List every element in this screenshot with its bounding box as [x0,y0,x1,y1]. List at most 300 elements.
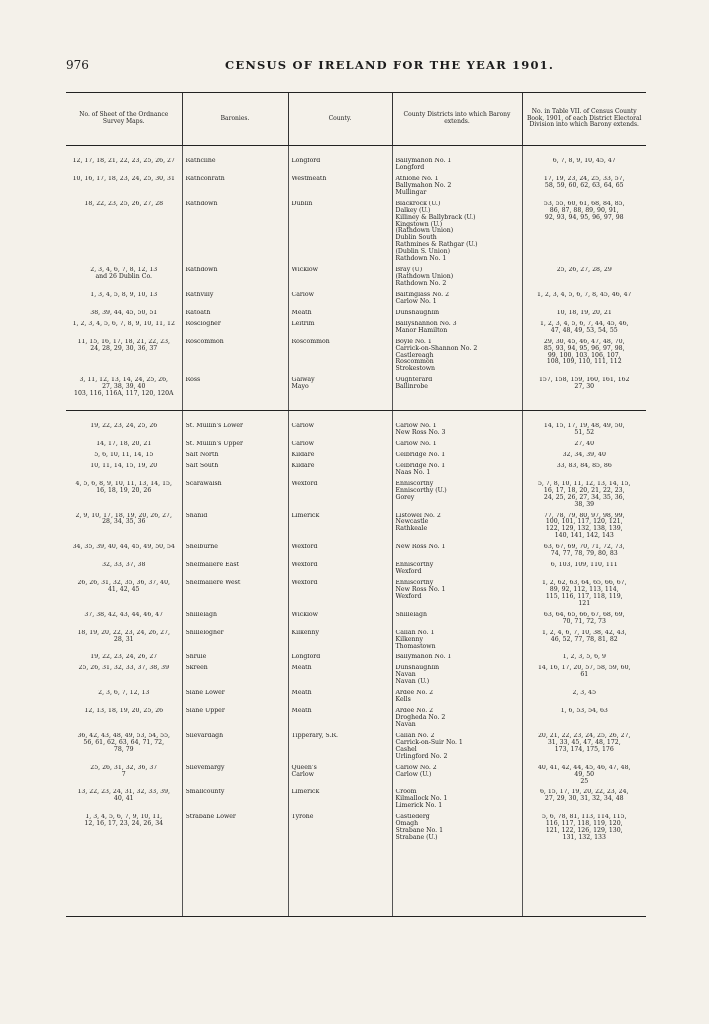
sheet-numbers: 2, 3, 6, 7, 12, 13 [98,690,150,697]
district-name: Rathkeale [395,525,428,533]
county-cell [288,310,392,321]
sheets-cell [66,562,182,580]
sheet-numbers: 37, 38, 42, 43, 44, 46, 47 [84,611,164,618]
sheet-numbers: 78, 79 [113,745,134,753]
barony-name: Skreen [185,665,208,672]
county-cell [288,513,392,545]
district-name: Shillelagh [395,611,427,618]
district-name: Drogheda No. 2 [395,714,446,721]
barony-name: Rathdown [185,200,218,207]
page-number: 976 [66,58,89,72]
barony-name: Shillelagh [185,611,217,618]
column-header-districts: County Districts into which Barony extends. [392,93,522,146]
table-row [66,158,646,176]
district-name: Oughterard [395,377,433,384]
sheet-numbers: 18, 22, 23, 25, 26, 27, 28 [84,200,164,207]
county-name: Leitrim [291,320,315,327]
district-name: Thomastown [395,642,436,650]
table-row [66,708,646,733]
barony-name: Rathdown [185,267,218,274]
county-cell [288,690,392,708]
district-name: Killiney & Ballybrack (U.) [395,213,476,221]
table-numbers: 17, 19, 23, 24, 25, 33, 57, [543,175,625,182]
column-header-county: County. [288,93,392,146]
numbers-cell [522,321,646,339]
district-name: Navan [395,720,416,728]
sheet-numbers: 12, 17, 18, 21, 22, 23, 25, 26, 27 [72,158,175,164]
table-numbers: 99, 100, 103, 106, 107, [547,351,621,359]
barony-name: Salt South [185,462,219,469]
table-numbers: 108, 109, 110, 111, 112 [546,358,622,366]
table-numbers: 10, 18, 19, 20, 21 [556,309,612,316]
table-row [66,665,646,690]
numbers-cell [522,201,646,267]
districts-cell [392,377,522,402]
table-row [66,201,646,267]
numbers-cell [522,708,646,733]
table-numbers: 100, 101, 117, 120, 121, [545,518,623,526]
district-name: Naas No. 1 [395,468,431,476]
table-row [66,630,646,655]
table-numbers: 32, 34, 39, 40 [562,451,606,458]
table-numbers: 86, 87, 88, 89, 90, 91, [549,206,619,214]
numbers-cell [522,814,646,846]
district-name: Ballyshannon No. 3 [395,320,457,327]
barony-cell [182,562,288,580]
table-numbers: 74, 77, 78, 79, 80, 83 [550,550,618,558]
table-numbers: 157, 158, 159, 160, 161, 162 [538,377,630,384]
numbers-cell [522,513,646,545]
barony-name: Shrule [185,654,207,661]
barony-cell [182,630,288,655]
district-name: Enniscorthy (U.) [395,486,447,494]
sheets-cell [66,690,182,708]
table-row [66,441,646,452]
county-cell [288,733,392,765]
table-numbers: 1, 2, 3, 4, 5, 6, 7, 44, 45, 46, [539,320,629,327]
table-numbers: 122, 129, 132, 138, 139, [545,525,623,533]
table-numbers: 33, 83, 84, 85, 86 [556,462,612,469]
sheet-numbers: 40, 41 [113,795,134,803]
sheets-cell [66,654,182,665]
county-cell [288,176,392,201]
table-numbers: 1, 2, 62, 63, 64, 65, 66, 67, [541,580,627,586]
barony-name: Scarawalsh [185,480,222,487]
district-name: Carlow No. 1 [395,441,437,447]
section-rule [66,402,646,411]
sheets-cell [66,814,182,846]
district-name: Longford [395,163,425,171]
district-name: Carlow No. 2 [395,764,437,771]
sheet-numbers: 1, 3, 4, 5, 6, 7, 9, 10, 11, [85,814,163,821]
table-row [66,580,646,612]
sheets-cell [66,513,182,545]
sheets-cell [66,176,182,201]
sheet-numbers: 28, 31 [113,635,134,643]
table-row [66,562,646,580]
barony-name: Shillelogher [185,629,224,636]
barony-cell [182,690,288,708]
districts-cell [392,452,522,463]
table-row [66,733,646,765]
county-name: Meath [291,665,312,672]
district-name: Kilmallock No. 1 [395,795,448,803]
district-name: Wexford [395,568,422,576]
numbers-cell [522,377,646,402]
sheets-cell [66,733,182,765]
barony-cell [182,544,288,562]
table-numbers: 63, 64, 65, 66, 67, 68, 69, [543,611,625,618]
table-numbers: 115, 116, 117, 118, 119, [545,592,623,600]
census-table [66,92,646,917]
barony-cell [182,377,288,402]
column-header-sheets: No. of Sheet of the Ordnance Survey Maps. [66,93,182,146]
column-header-baronies: Baronies. [182,93,288,146]
barony-name: Rathcline [185,158,216,164]
districts-cell [392,339,522,378]
sheets-cell [66,481,182,513]
districts-cell [392,733,522,765]
column-header-table-numbers: No. in Table VII. of Census County Book, 1901, of each District Electoral Division into which Barony extends. [522,93,646,146]
sheet-numbers: 19, 22, 23, 24, 25, 26 [90,423,158,430]
district-name: Bray (U) [395,267,423,274]
table-numbers: 20, 21, 22, 23, 24, 25, 26, 27, [538,732,631,739]
sheets-cell [66,580,182,612]
table-numbers: 89, 92, 112, 113, 114, [549,585,619,593]
county-cell [288,423,392,441]
county-name: Limerick [291,789,320,796]
county-cell [288,544,392,562]
table-row [66,654,646,665]
sheet-numbers: 27, 38, 39, 40 [102,383,146,391]
barony-cell [182,481,288,513]
district-name: Enniscorthy [395,480,434,487]
table-numbers: 1, 2, 3, 4, 5, 6, 7, 8, 45, 46, 47 [537,291,632,298]
districts-cell [392,612,522,630]
table-row [66,176,646,201]
barony-cell [182,513,288,545]
sheet-numbers: 7 [121,770,126,778]
county-cell [288,580,392,612]
district-name: Castlereagh [395,351,434,359]
county-name: Meath [291,309,312,316]
districts-cell [392,321,522,339]
sheet-numbers: 32, 33, 37, 38 [102,562,146,569]
numbers-cell [522,441,646,452]
sheet-numbers: 56, 61, 62, 63, 64, 71, 72, [83,738,165,746]
district-name: Roscommon [395,358,434,366]
table-numbers: 27, 29, 30, 31, 32, 34, 48 [544,795,624,803]
barony-cell [182,267,288,292]
numbers-cell [522,339,646,378]
district-name: Ballymahon No. 1 [395,158,452,164]
county-name: Roscommon [291,338,330,345]
sheet-numbers: 34, 35, 39, 40, 44, 45, 49, 50, 54 [72,544,175,551]
county-name: Longford [291,654,321,661]
districts-cell [392,708,522,733]
table-numbers: 70, 71, 72, 73 [562,617,606,625]
barony-cell [182,665,288,690]
districts-cell [392,267,522,292]
numbers-cell [522,612,646,630]
district-name: Ballymahon No. 2 [395,181,452,189]
district-name: Wexford [395,592,422,600]
table-numbers: 5, 7, 8, 10, 11, 12, 13, 14, 15, [538,480,631,487]
table-numbers: 63, 67, 69, 70, 71, 72, 73, [543,544,625,551]
districts-cell [392,292,522,310]
table-row [66,310,646,321]
sheet-numbers: and 26 Dublin Co. [95,273,153,281]
county-name: Longford [291,158,321,164]
table-numbers: 40, 41, 42, 44, 45, 46, 47, 48, [538,764,631,771]
sheet-numbers: 19, 22, 23, 24, 26, 27 [90,654,158,661]
district-name: Ballinrobe [395,383,428,391]
table-numbers: 6, 103, 109, 110, 111 [550,562,618,569]
county-name: Meath [291,708,312,715]
district-name: Carlow No. 1 [395,297,437,305]
sheets-cell [66,441,182,452]
barony-name: Slievardagh [185,732,224,739]
district-name: (Rathdown Union) [395,227,454,235]
table-row [66,612,646,630]
table-numbers: 29, 30, 45, 46, 47, 48, 70, [543,338,625,345]
table-row [66,544,646,562]
table-row [66,765,646,790]
district-name: Navan (U.) [395,678,430,686]
table-numbers: 38, 39 [574,500,595,508]
district-name: Kells [395,696,411,704]
table-row [66,481,646,513]
barony-cell [182,441,288,452]
barony-name: Salt North [185,451,219,458]
sheet-numbers: 28, 34, 35, 36 [102,518,146,526]
districts-cell [392,176,522,201]
county-cell [288,654,392,665]
districts-cell [392,513,522,545]
sheets-cell [66,452,182,463]
county-cell [288,630,392,655]
districts-cell [392,690,522,708]
table-numbers: 1, 2, 4, 6, 7, 10, 38, 42, 43, [541,629,627,636]
district-name: Carlow (U.) [395,770,432,778]
sheet-numbers: 11, 15, 16, 17, 18, 21, 22, 23, [77,338,170,345]
table-numbers: 2, 3, 45 [572,690,597,697]
county-cell [288,267,392,292]
numbers-cell [522,690,646,708]
table-numbers: 121 [578,599,591,607]
table-numbers: 14, 15, 17, 19, 48, 49, 50, [543,423,625,430]
county-name: Wicklow [291,611,318,618]
sheets-cell [66,158,182,176]
numbers-cell [522,654,646,665]
district-name: Ardee No. 2 [395,708,434,715]
sheets-cell [66,463,182,481]
sheets-cell [66,789,182,814]
county-cell [288,201,392,267]
district-name: Limerick No. 1 [395,802,443,810]
table-numbers: 6, 15, 17, 19, 20, 22, 23, 24, [539,789,629,796]
barony-name: Ratoath [185,309,211,316]
districts-cell [392,665,522,690]
numbers-cell [522,630,646,655]
county-name: Kildare [291,462,315,469]
sheets-cell [66,612,182,630]
table-row [66,339,646,378]
sheet-numbers: 38, 39, 44, 45, 50, 51 [90,309,158,316]
district-name: Castlederg [395,814,430,821]
table-numbers: 16, 17, 18, 20, 21, 22, 23, [543,486,625,494]
sheet-numbers: 10, 16, 17, 18, 23, 24, 25, 30, 31 [72,175,175,182]
numbers-cell [522,789,646,814]
table-numbers: 131, 132, 133 [562,834,606,842]
county-cell [288,339,392,378]
barony-name: St. Mullin's Lower [185,423,243,430]
barony-cell [182,708,288,733]
district-name: Dunshaughlin [395,309,440,316]
barony-name: Strabane Lower [185,814,236,821]
table-numbers: 27, 30 [574,383,595,391]
county-cell [288,452,392,463]
table-numbers: 5, 6, 78, 81, 113, 114, 115, [541,814,627,821]
sheets-cell [66,630,182,655]
districts-cell [392,423,522,441]
sheet-numbers: 18, 19, 20, 22, 23, 24, 26, 27, [77,629,170,636]
barony-name: Shelburne [185,544,218,551]
sheet-numbers: 41, 42, 45 [108,585,140,593]
district-name: Croom [395,789,417,796]
sheet-numbers: 2, 3, 4, 6, 7, 8, 12, 13 [90,267,158,274]
district-name: (Dublin S. Union) [395,248,450,256]
sheet-numbers: 2, 9, 10, 17, 18, 19, 20, 26, 27, [75,512,172,519]
district-name: Celbridge No. 1 [395,462,446,469]
table-row [66,377,646,402]
sheets-cell [66,267,182,292]
barony-cell [182,158,288,176]
district-name: Baltinglass No. 2 [395,291,450,298]
county-name: Wexford [291,544,318,551]
district-name: Cashel [395,745,417,753]
barony-cell [182,463,288,481]
districts-cell [392,765,522,790]
barony-name: Slane Upper [185,708,225,715]
table-numbers: 27, 40 [574,441,595,447]
barony-name: Ross [185,377,201,384]
table-body [66,146,646,917]
table-header-row [66,93,646,146]
county-name: Westmeath [291,175,327,182]
numbers-cell [522,267,646,292]
numbers-cell [522,423,646,441]
district-name: Rathdown No. 2 [395,280,447,287]
sheet-numbers: 13, 22, 23, 24, 31, 32, 33, 39, [77,789,170,796]
table-numbers: 92, 93, 94, 95, 96, 97, 98 [544,213,624,221]
district-name: Strokestown [395,365,435,373]
sheet-numbers: 12, 13, 18, 19, 20, 25, 26 [84,708,164,715]
barony-cell [182,292,288,310]
table-spacer-top [66,146,646,159]
table-numbers: 61 [580,671,589,679]
county-name: Galway [291,377,315,384]
table-row [66,423,646,441]
district-name: Enniscorthy [395,580,434,586]
sheets-cell [66,201,182,267]
numbers-cell [522,733,646,765]
table-numbers: 116, 117, 118, 119, 120, [545,820,623,828]
county-cell [288,789,392,814]
table-row [66,292,646,310]
sheet-numbers: 1, 3, 4, 5, 8, 9, 10, 13 [90,291,158,298]
table-numbers: 49, 50 [574,770,595,778]
barony-name: Rosclogher [185,320,221,327]
districts-cell [392,441,522,452]
numbers-cell [522,463,646,481]
sheet-numbers: 10, 11, 14, 15, 19, 20 [90,462,158,469]
barony-cell [182,580,288,612]
sheet-numbers: 12, 16, 17, 23, 24, 26, 34 [84,820,164,828]
county-cell [288,481,392,513]
table-numbers: 121, 122, 126, 129, 130, [545,827,623,835]
barony-cell [182,339,288,378]
table-numbers: 25, 26, 27, 28, 29 [556,267,612,274]
numbers-cell [522,481,646,513]
county-name: Kildare [291,451,315,458]
sheet-numbers: 3, 11, 12, 13, 14, 24, 25, 26, [79,377,169,384]
districts-cell [392,544,522,562]
district-name: Kilkenny [395,635,423,643]
numbers-cell [522,580,646,612]
table-numbers: 85, 93, 94, 95, 96, 97, 98, [543,344,625,352]
table-row [66,690,646,708]
district-name: Mullingar [395,188,427,196]
table-row [66,452,646,463]
district-name: Strabane (U.) [395,834,438,842]
table-row [66,321,646,339]
barony-cell [182,654,288,665]
county-name: Tyrone [291,814,314,821]
table-row [66,463,646,481]
county-cell [288,158,392,176]
numbers-cell [522,310,646,321]
district-name: Dublin South [395,234,437,242]
districts-cell [392,481,522,513]
county-name: Wexford [291,562,318,569]
table-numbers: 1, 2, 3, 5, 6, 9 [562,654,606,661]
numbers-cell [522,665,646,690]
barony-name: Rathconrath [185,175,225,182]
table-numbers: 14, 16, 17, 20, 57, 58, 59, 60, [538,665,631,672]
table-numbers: 31, 33, 45, 47, 48, 172, [547,738,621,746]
county-name: Dublin [291,200,313,207]
county-cell [288,321,392,339]
district-name: Navan [395,671,416,679]
districts-cell [392,814,522,846]
county-cell [288,292,392,310]
table-row [66,513,646,545]
barony-cell [182,176,288,201]
sheet-numbers: 16, 18, 19, 20, 26 [96,486,152,494]
districts-cell [392,562,522,580]
district-name: Boyle No. 1 [395,338,432,345]
barony-name: Shelmaliere West [185,580,241,586]
sheet-numbers: 26, 26, 31, 32, 35, 36, 37, 40, [77,580,170,586]
table-row [66,267,646,292]
county-cell [288,612,392,630]
district-name: Ballymahon No. 1 [395,654,452,661]
numbers-cell [522,452,646,463]
table-numbers: 51, 52 [574,429,595,437]
table-numbers: 6, 7, 8, 9, 10, 45, 47 [552,158,616,164]
district-name: New Ross No. 3 [395,429,446,437]
